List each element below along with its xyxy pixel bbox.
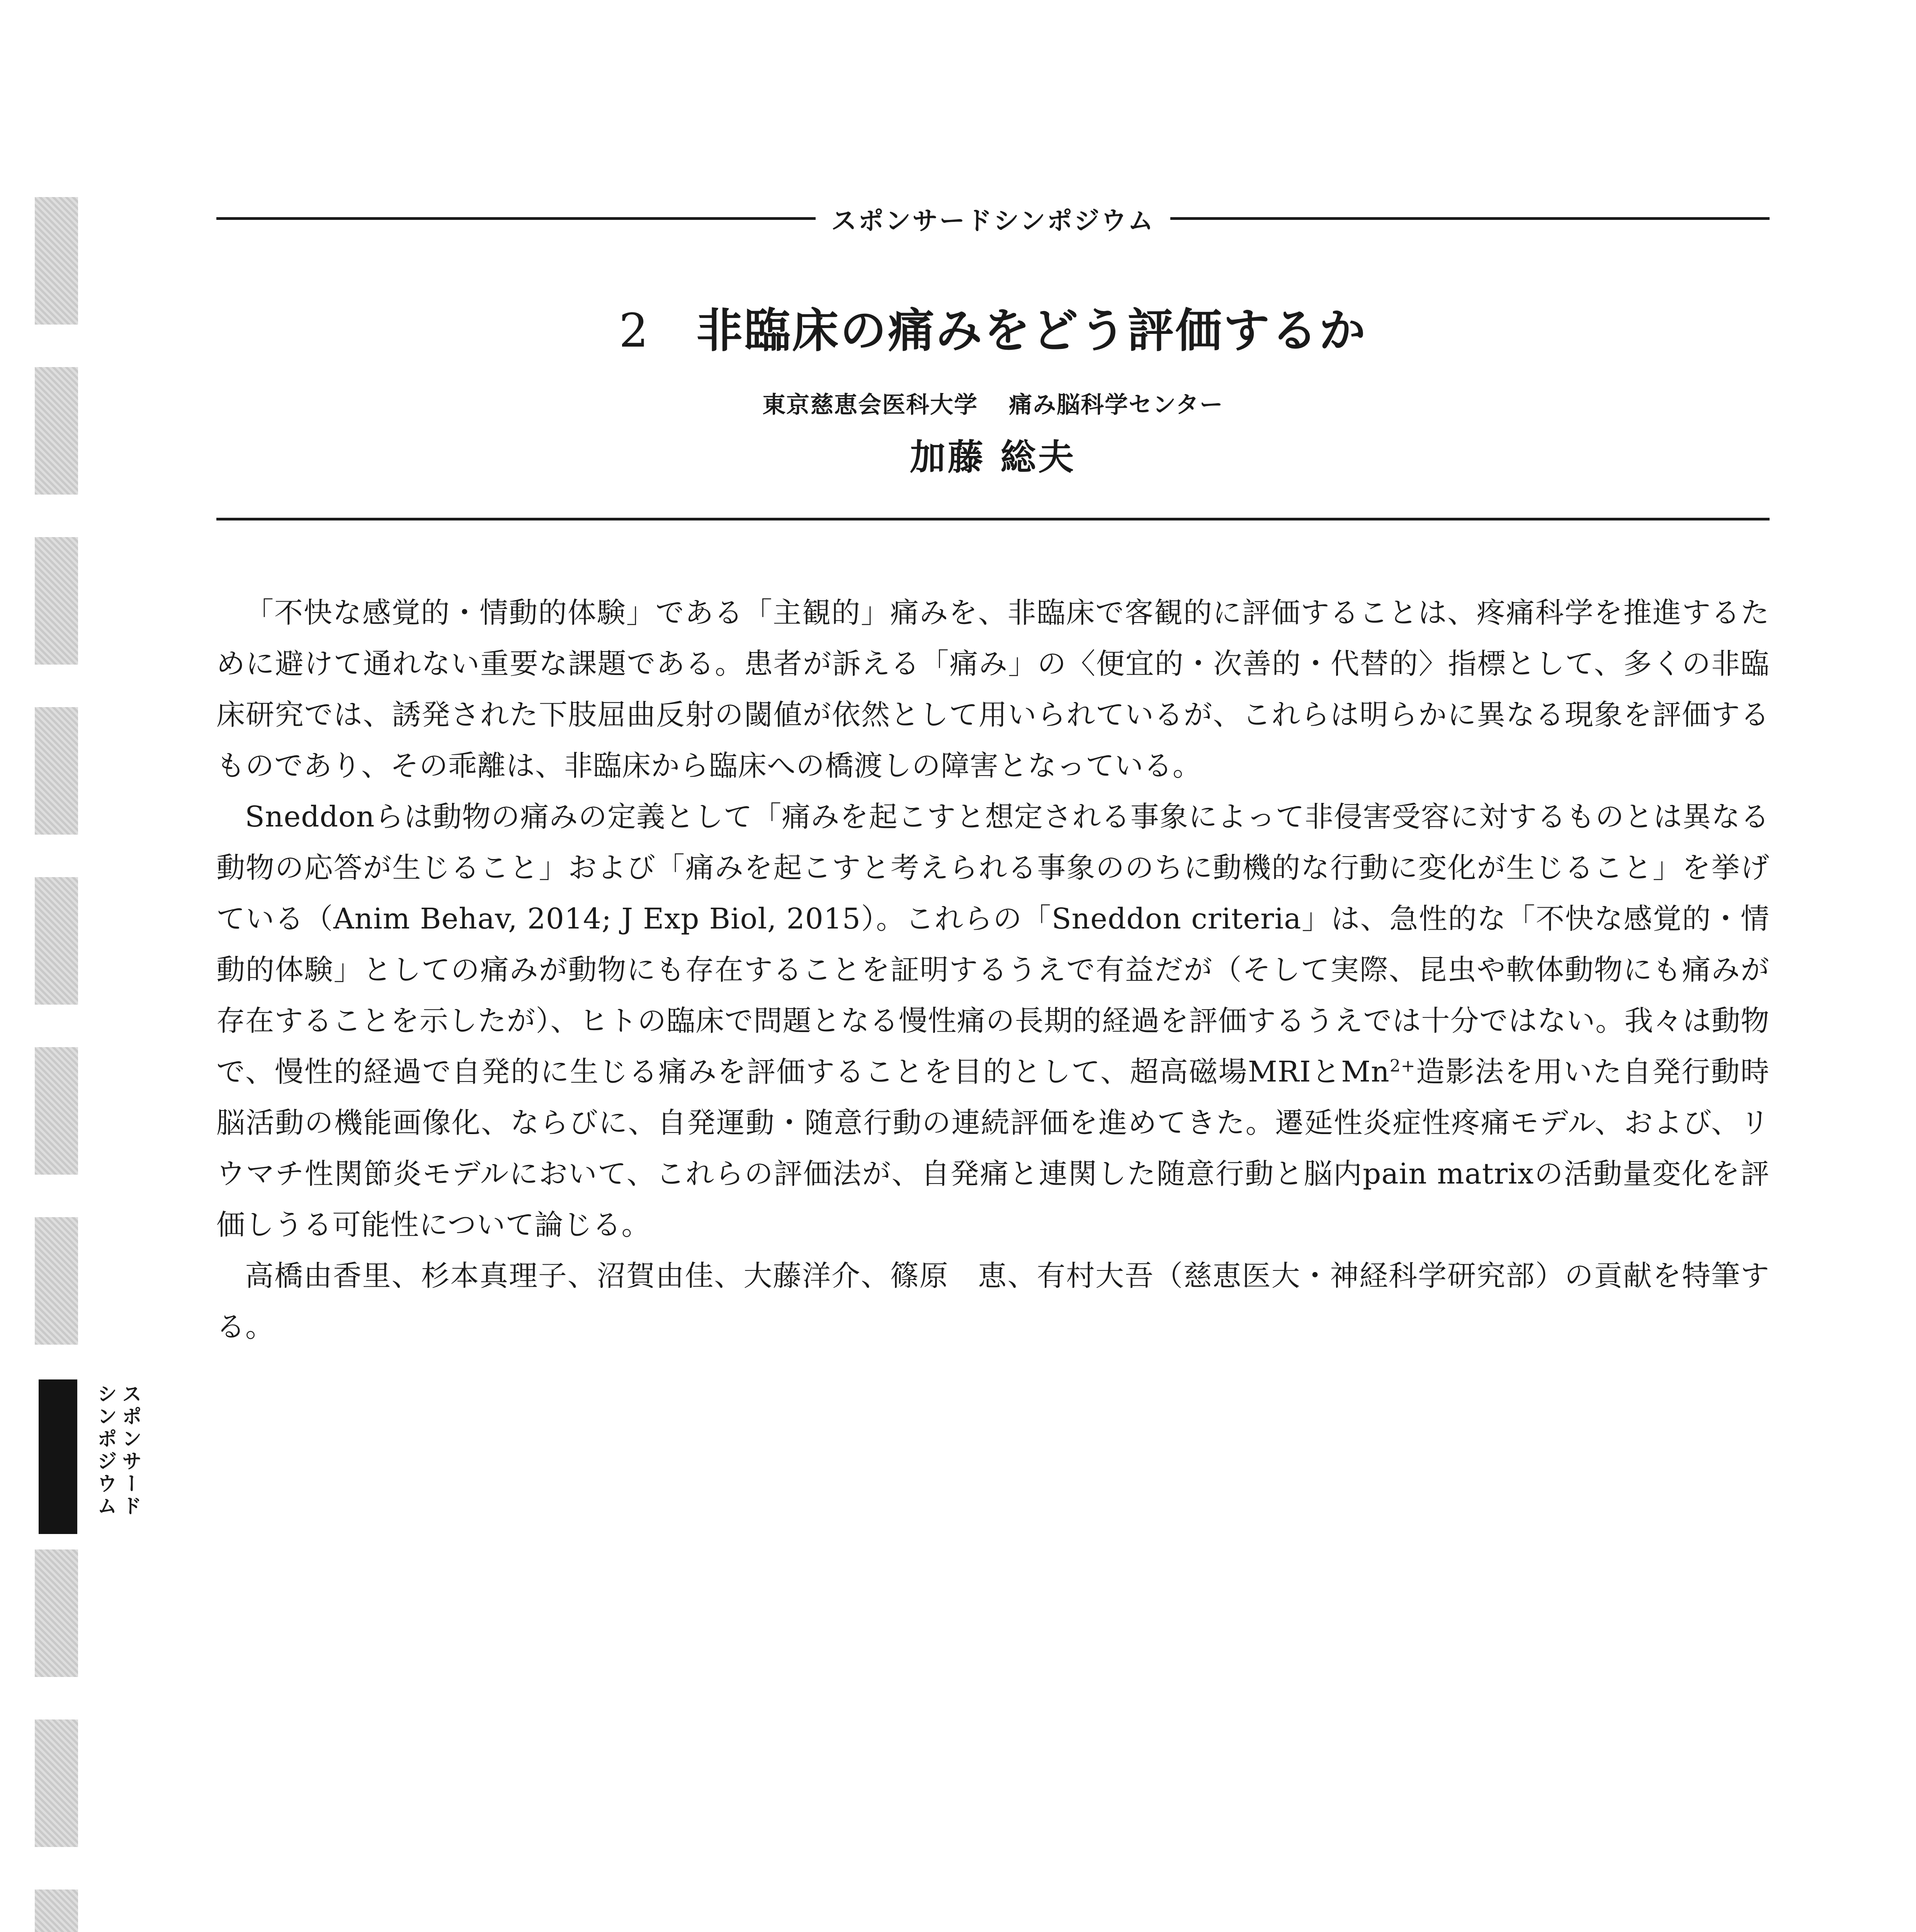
- paragraph-2-part-b: 造影法を用いた自発行動時脳活動の機能画像化、ならびに、自発運動・随意行動の連続評価を進めてきた。遷延性炎症性疼痛モデル、および、リウマチ性関節炎モデルにおいて、これらの評価法が、自発痛と連関した随意行動と脳内pain matrixの活動量変化を評価しうる可能性について論じる。: [216, 1055, 1770, 1242]
- header-rule-left: [216, 217, 816, 220]
- section-label: スポンサードシンポジウム: [831, 206, 1155, 236]
- side-tab: [35, 1889, 78, 1932]
- side-tab: [35, 877, 78, 1005]
- paragraph-3-acknowledgement: 高橋由香里、杉本真理子、沼賀由佳、大藤洋介、篠原 恵、有村大吾（慈恵医大・神経科学研究部）の貢献を特筆する。: [216, 1259, 1770, 1344]
- side-tab: [35, 707, 78, 835]
- article-body: [216, 587, 1770, 1352]
- article-title: [216, 294, 1770, 360]
- author-name: 加藤 総夫: [910, 436, 1076, 478]
- article-title-text: 非臨床の痛みをどう評価するか: [696, 303, 1367, 358]
- paragraph-2: [216, 791, 1770, 1250]
- side-tab: [35, 1217, 78, 1345]
- paragraph-2-part-a: Sneddonらは動物の痛みの定義として「痛みを起こすと想定される事象によって非侵害受容に対するものとは異なる動物の応答が生じること」および「痛みを起こすと考えられる事象ののちに動機的な行動に変化が生じること」を挙げている（Anim Behav, 2014; J Exp Biol, 2015）。これらの「Sneddon criteria」は、急性的な「不快な感覚的・情動的体験」としての痛みが動物にも存在することを証明するうえで有益だが（そして実際、昆虫や軟体動物にも痛みが存在することを示したが）、ヒトの臨床で問題となる慢性痛の長期的経過を評価するうえでは十分ではない。我々は動物で、慢性的経過で自発的に生じる痛みを評価することを目的として、超高磁場MRIとMn: [216, 800, 1770, 1088]
- paragraph-1: 「不快な感覚的・情動的体験」である「主観的」痛みを、非臨床で客観的に評価することは、疼痛科学を推進するために避けて通れない重要な課題である。患者が訴える「痛み」の〈便宜的・次善的・代替的〉指標として、多くの非臨床研究では、誘発された下肢屈曲反射の閾値が依然として用いられているが、これらは明らかに異なる現象を評価するものであり、その乖離は、非臨床から臨床への橋渡しの障害となっている。: [216, 596, 1770, 782]
- affiliation-org: 東京慈恵会医科大学: [762, 391, 978, 418]
- side-tab: [35, 1047, 78, 1175]
- side-tab: [35, 1719, 78, 1847]
- side-tab: [35, 197, 78, 325]
- side-tab: [35, 1549, 78, 1677]
- title-divider: [216, 518, 1770, 520]
- header-rule-right: [1170, 217, 1770, 220]
- side-tab: [35, 537, 78, 665]
- side-tab: [35, 367, 78, 495]
- affiliation-dept: 痛み脳科学センター: [1009, 391, 1224, 418]
- affiliation: [216, 386, 1770, 420]
- active-section-tab: [39, 1379, 77, 1534]
- section-header: [216, 201, 1770, 236]
- article-number: 2: [619, 304, 650, 358]
- superscript-charge: 2+: [1389, 1056, 1416, 1076]
- active-section-tab-label: スポンサードシンポジウム: [94, 1383, 141, 1518]
